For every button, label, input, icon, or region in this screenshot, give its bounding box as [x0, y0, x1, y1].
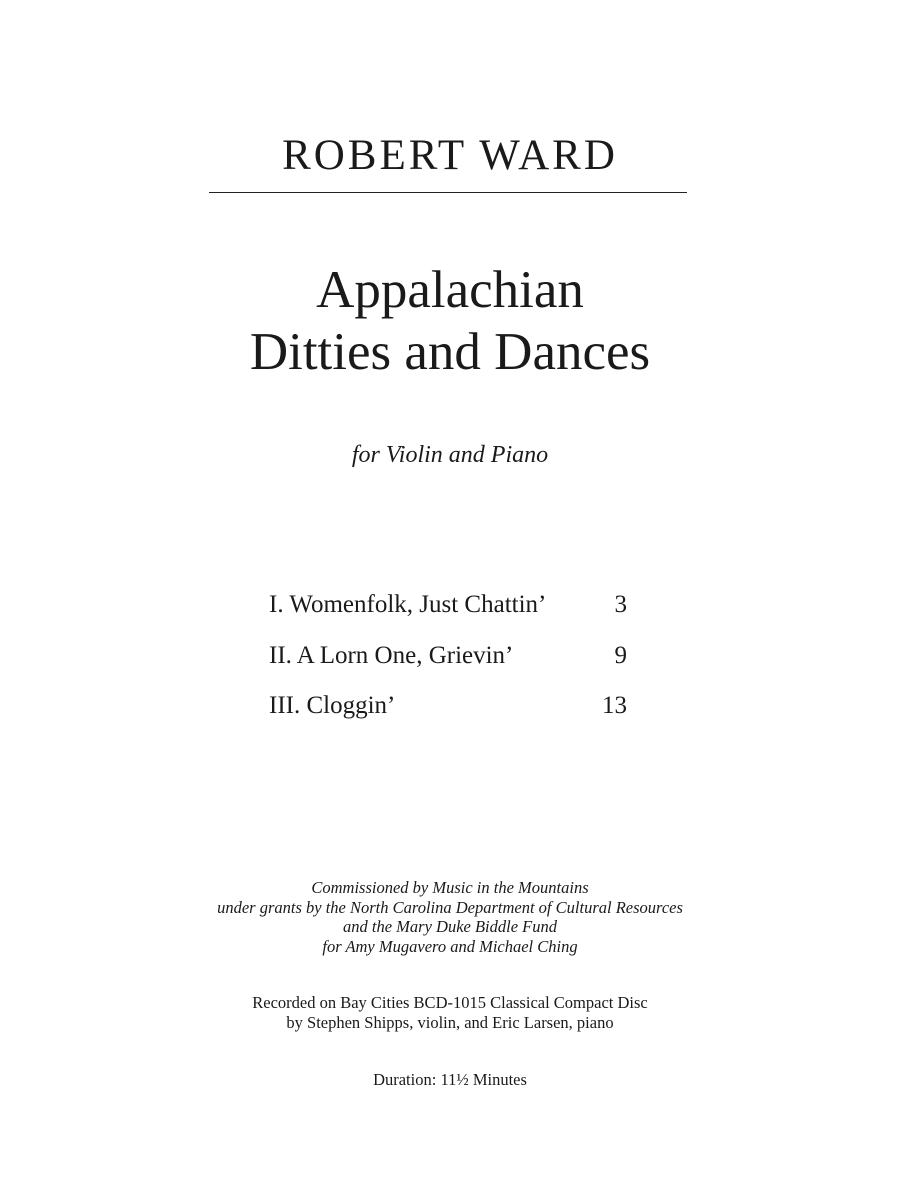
toc-entry-2 [269, 641, 627, 671]
recording-line-1: Recorded on Bay Cities BCD-1015 Classical Compact Disc [252, 993, 648, 1012]
duration-note: Duration: 11½ Minutes [373, 1070, 527, 1089]
toc-entry-3 [269, 691, 627, 721]
movement-title: I. Womenfolk, Just Chattin’ [269, 591, 547, 618]
recording-line-2: by Stephen Shipps, violin, and Eric Larsen, piano [286, 1013, 614, 1032]
movement-page: 3 [614, 591, 627, 618]
commission-line-3: and the Mary Duke Biddle Fund [343, 917, 557, 936]
recording-note [0, 993, 900, 1033]
movement-title: III. Cloggin’ [269, 692, 396, 719]
commission-line-4: for Amy Mugavero and Michael Ching [322, 936, 578, 956]
toc-entry-1 [269, 590, 627, 620]
composer-name: ROBERT WARD [282, 132, 618, 179]
instrumentation: for Violin and Piano [351, 442, 549, 468]
table-of-contents [269, 590, 627, 742]
movement-page: 13 [602, 692, 627, 719]
work-title-line-1: Appalachian [316, 261, 584, 319]
title-divider [209, 192, 687, 193]
commission-line-1: Commissioned by Music in the Mountains [311, 878, 589, 897]
work-title [0, 259, 900, 383]
movement-page: 9 [614, 641, 627, 669]
movement-title: II. A Lorn One, Grievin’ [269, 641, 514, 669]
commission-note [0, 878, 900, 956]
commission-line-2: under grants by the North Carolina Department of Cultural Resources [217, 897, 683, 917]
work-title-line-2: Ditties and Dances [249, 323, 651, 381]
